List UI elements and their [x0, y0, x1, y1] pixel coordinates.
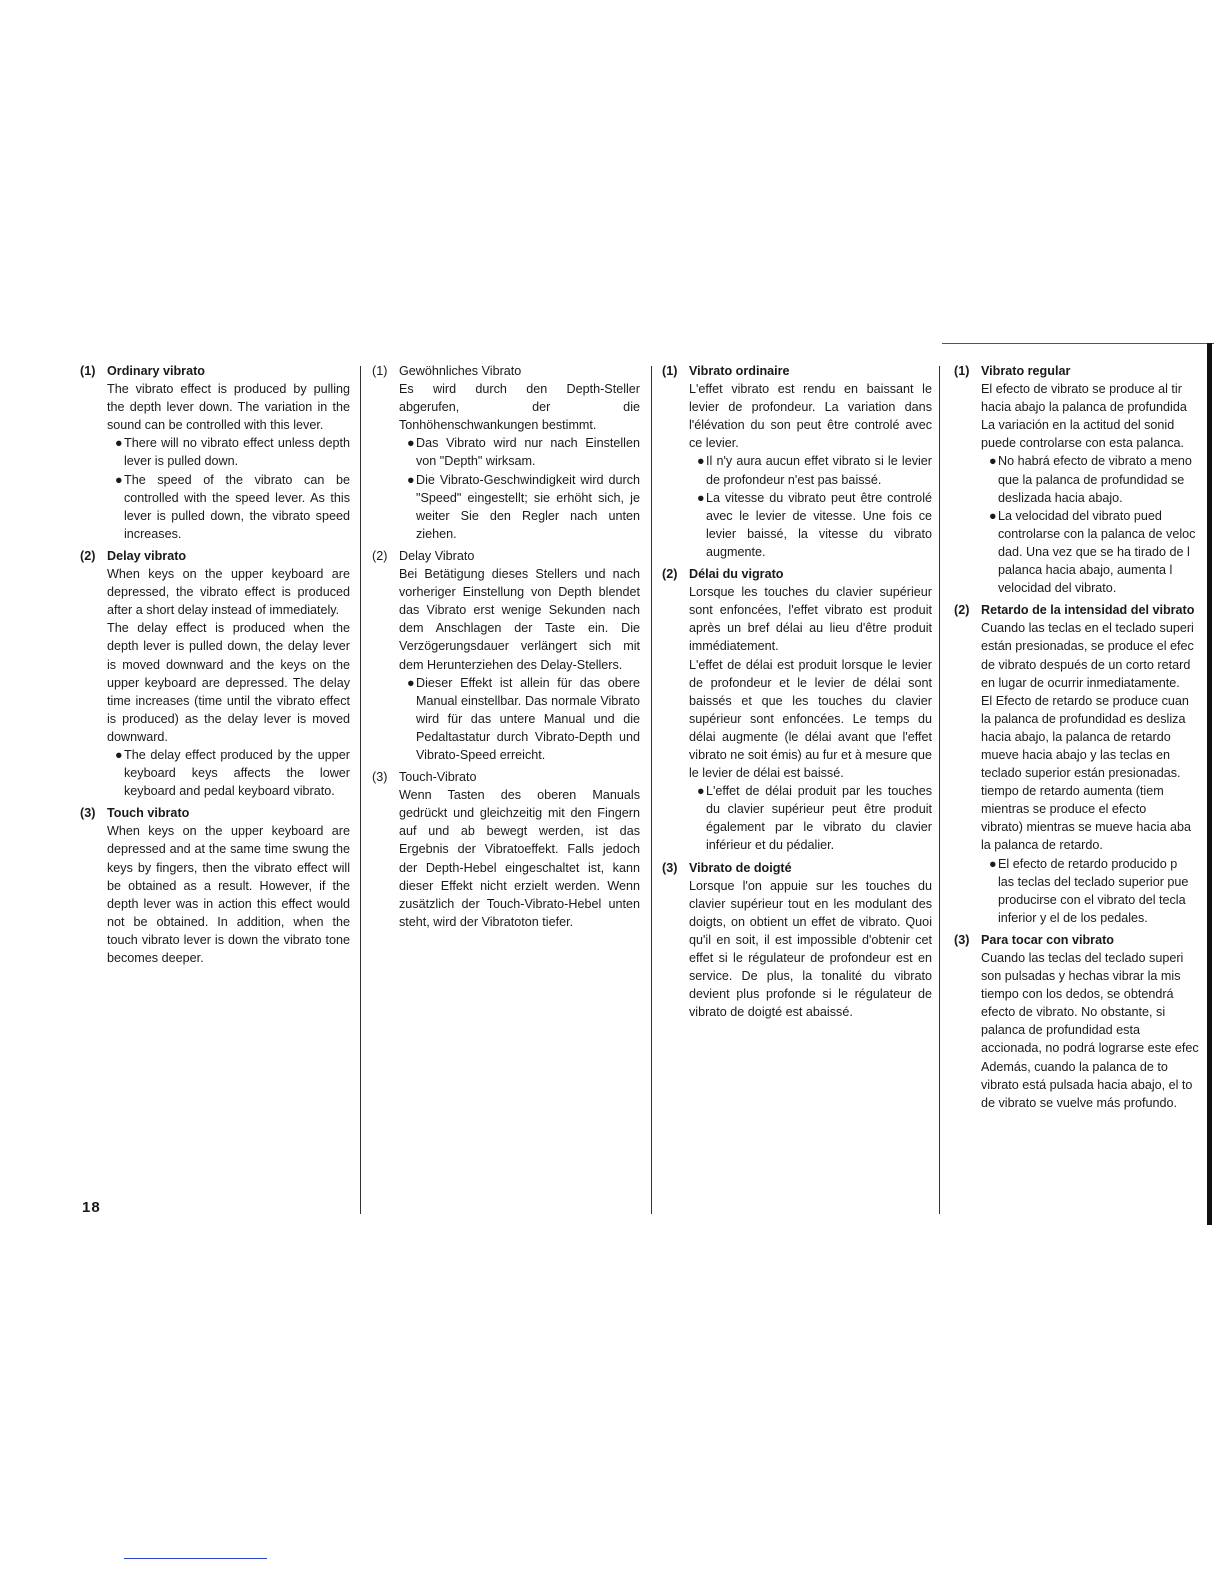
bullet-item — [981, 855, 1212, 927]
column-divider — [360, 366, 361, 1214]
section-body — [372, 786, 640, 931]
bullet-item — [107, 746, 350, 800]
column-divider — [651, 366, 652, 1214]
section-title: Vibrato de doigté — [689, 860, 792, 875]
text-line: las teclas del teclado superior pue — [998, 874, 1189, 889]
bullet-item — [689, 489, 932, 561]
bullet-item — [399, 434, 640, 470]
text-line: son pulsadas y hechas vibrar la mis — [981, 969, 1181, 984]
german-column — [372, 362, 640, 935]
bullet-icon: ● — [989, 454, 997, 469]
section-title: Delay vibrato — [107, 548, 187, 563]
section — [80, 547, 350, 800]
section-number: (2) — [80, 548, 96, 563]
section-body — [954, 949, 1212, 1112]
section-number: (1) — [954, 364, 970, 378]
text-line: La variación en la actitud del sonid — [981, 418, 1175, 433]
section-number: (1) — [662, 364, 678, 378]
section-number: (2) — [954, 603, 970, 618]
section-heading — [662, 859, 932, 877]
section — [372, 362, 640, 543]
section — [80, 362, 350, 543]
paragraph: Bei Betätigung dieses Stellers und nach vorheriger Einstellung von Depth blendet das Vibrato erst wenige Sekunden nach dem Anschlagen der Taste ein. Die Verzögerungsdauer verlängert sich mit dem Herunterziehen des Delay-Stellers. — [399, 567, 640, 672]
paragraph: The vibrato effect is produced by pulling the depth lever down. The variation in the sound can be controlled with this lever. — [107, 382, 350, 433]
text-line: Cuando las teclas en el teclado superi — [981, 621, 1194, 636]
column-divider — [939, 366, 940, 1214]
section — [954, 362, 1212, 597]
bullet-icon: ● — [697, 490, 705, 505]
paragraph: When keys on the upper keyboard are depressed and at the same time swung the keys by fingers, then the vibrato effect will be obtained as a result. However, if the depth lever was in action this effect would not be obtained. In addition, when the touch vibrato lever is down the vibrato tone becomes deeper. — [107, 824, 350, 965]
bullet-item — [399, 471, 640, 543]
bullet-icon: ● — [989, 508, 997, 523]
paragraph: Lorsque les touches du clavier supérieur sont enfoncées, l'effet vibrato est produit après un bref délai au lieu d'être produit immédiatement. — [689, 585, 932, 654]
section-body — [80, 380, 350, 543]
section-heading — [954, 362, 1212, 380]
bullet-text: The speed of the vibrato can be controlled with the speed lever. As this lever is pulled down, the vibrato speed increases. — [124, 472, 350, 541]
bullet-item — [107, 434, 350, 470]
bullet-icon: ● — [697, 454, 705, 469]
text-line: vibrato) mientras se mueve hacia aba — [981, 820, 1191, 835]
page-number: 18 — [82, 1199, 101, 1216]
bullet-text: The delay effect produced by the upper keyboard keys affects the lower keyboard and pedal keyboard vibrato. — [124, 747, 350, 799]
section-body — [954, 619, 1212, 927]
text-line: El efecto de vibrato se produce al tir — [981, 382, 1182, 397]
bullet-icon: ● — [115, 436, 123, 451]
paragraph: When keys on the upper keyboard are depressed, the vibrato effect is produced after a short delay instead of immediately. — [107, 567, 350, 618]
section-heading — [372, 547, 640, 565]
section — [662, 565, 932, 855]
text-line: La velocidad del vibrato pued — [998, 508, 1162, 523]
section-body — [372, 380, 640, 543]
bullet-icon: ● — [115, 747, 123, 762]
section-number: (1) — [80, 364, 96, 378]
section-number: (3) — [954, 932, 970, 947]
section-heading — [662, 565, 932, 583]
text-line: efecto de vibrato. No obstante, si — [981, 1005, 1166, 1020]
section — [662, 362, 932, 561]
text-line: velocidad del vibrato. — [998, 581, 1117, 596]
text-line: en lugar de ocurrir inmediatamente. — [981, 675, 1180, 690]
section-number: (1) — [372, 364, 388, 378]
section-number: (2) — [662, 567, 678, 582]
section — [954, 931, 1212, 1112]
bullet-text: Dieser Effekt ist allein für das obere Manual einstellbar. Das normale Vibrato wird für das untere Manual und die Pedaltastatur durch Vibrato-Depth und Vibrato-Speed erreicht. — [416, 675, 640, 762]
text-line: tiempo de retardo aumenta (tiem — [981, 784, 1164, 799]
bullet-item — [981, 452, 1212, 506]
bullet-item — [399, 674, 640, 764]
text-line: inferior y el de los pedales. — [998, 910, 1148, 925]
bullet-item — [107, 471, 350, 543]
section-heading — [80, 547, 350, 565]
text-line: la palanca de retardo. — [981, 838, 1103, 853]
section-number: (3) — [372, 770, 388, 785]
bullet-icon: ● — [407, 675, 415, 690]
bullet-icon: ● — [115, 472, 123, 487]
section-number: (3) — [80, 806, 96, 821]
section-body — [372, 565, 640, 764]
text-line: El efecto de retardo producido p — [998, 856, 1178, 871]
section-title: Touch-Vibrato — [399, 770, 477, 785]
paragraph: Lorsque l'on appuie sur les touches du clavier supérieur tout en les modulant des doigts, on obtient un effet de vibrato. Quoi qu'il en soit, il est impossible d'obtenir cet effet si le régulateur de profondeur est en service. De plus, la tonalité du vibrato devient plus profonde si le régulateur de vibrato de doigté est abaissé. — [689, 878, 932, 1020]
section-title: Délai du vigrato — [689, 567, 784, 582]
text-line: de vibrato se vuelve más profundo. — [981, 1095, 1178, 1110]
bullet-icon: ● — [407, 472, 415, 487]
bullet-icon: ● — [407, 436, 415, 451]
section-title: Retardo de la intensidad del vibrato — [981, 603, 1195, 618]
text-line: hacia abajo la palanca de profundida — [981, 400, 1187, 415]
bullet-text: L'effet de délai produit par les touches du clavier supérieur peut être produit également par le vibrato du clavier inférieur et du pédalier. — [706, 784, 932, 853]
bullet-icon: ● — [989, 856, 997, 871]
section-number: (3) — [662, 860, 678, 875]
bullet-text — [998, 855, 1212, 927]
text-line: la palanca de profundidad es desliza — [981, 711, 1186, 726]
section-title: Touch vibrato — [107, 806, 190, 821]
bullet-text: La vitesse du vibrato peut être controlé avec le levier de vitesse. Une fois ce levier baissé, la vitesse du vibrato augmente. — [706, 490, 932, 559]
section-body — [954, 380, 1212, 597]
paragraph: The delay effect is produced when the depth lever is pulled down, the delay lever is moved downward and the keys on the upper keyboard are depressed. The delay time increases (time until the vibrato effect is produced) as the delay lever is moved downward. — [107, 621, 350, 744]
text-line: de vibrato después de un corto retard — [981, 657, 1191, 672]
paragraph: Es wird durch den Depth-Steller abgerufen, der die Tonhöhenschwankungen bestimmt. — [399, 382, 640, 433]
section-title: Delay Vibrato — [399, 548, 475, 563]
paragraph: L'effet de délai est produit lorsque le levier de profondeur et le levier de délai sont baissés et que les touches du clavier supérieur sont enfoncées. Le temps du délai augmente (le délai avant que l'effet vibrato ne soit émis) au fur et à mesure que le levier de délai est baissé. — [689, 657, 932, 781]
text-line: Cuando las teclas del teclado superi — [981, 951, 1184, 965]
text-line: producirse con el vibrato del tecla — [998, 892, 1186, 907]
bullet-item — [981, 507, 1212, 597]
bullet-text: Das Vibrato wird nur nach Einstellen von "Depth" wirksam. — [416, 436, 640, 469]
bullet-item — [689, 452, 932, 488]
spanish-column — [954, 362, 1212, 1116]
bullet-text — [998, 507, 1212, 597]
top-rule — [942, 343, 1214, 344]
text-line: mueve hacia abajo y las teclas en — [981, 747, 1171, 762]
text-line: Además, cuando la palanca de to — [981, 1059, 1168, 1074]
paragraph: L'effet vibrato est rendu en baissant le levier de profondeur. La variation dans l'élévation du son peut être controlé avec ce levier. — [689, 382, 932, 451]
bullet-icon: ● — [697, 784, 705, 799]
bottom-rule — [124, 1558, 267, 1559]
text-line: accionada, no podrá lograrse este efec — [981, 1041, 1199, 1056]
section-heading — [80, 362, 350, 380]
section — [80, 804, 350, 967]
text-line: puede controlarse con esta palanca. — [981, 436, 1185, 451]
section-body — [80, 565, 350, 800]
text-line: palanca hacia abajo, aumenta l — [998, 563, 1173, 578]
text-line: teclado superior están presionadas. — [981, 766, 1181, 781]
text-line: El Efecto de retardo se produce cuan — [981, 693, 1189, 708]
bullet-item — [689, 782, 932, 854]
bullet-text: Il n'y aura aucun effet vibrato si le levier de profondeur n'est pas baissé. — [706, 454, 932, 487]
section — [372, 768, 640, 931]
section-title: Vibrato ordinaire — [689, 364, 790, 378]
section-title: Ordinary vibrato — [107, 364, 205, 378]
section-title: Gewöhnliches Vibrato — [399, 364, 522, 378]
text-line: están presionadas, se produce el efec — [981, 639, 1194, 654]
section — [954, 601, 1212, 927]
text-line: controlarse con la palanca de veloc — [998, 526, 1196, 541]
section — [662, 859, 932, 1022]
section-title: Para tocar con vibrato — [981, 932, 1114, 947]
section-heading — [662, 362, 932, 380]
bullet-text: Die Vibrato-Geschwindigkeit wird durch "Speed" eingestellt; sie erhöht sich, je weiter Sie den Regler nach unten ziehen. — [416, 472, 640, 541]
text-line: No habrá efecto de vibrato a meno — [998, 454, 1192, 469]
text-line: hacia abajo, la palanca de retardo — [981, 729, 1171, 744]
section-body — [662, 380, 932, 561]
section-heading — [954, 601, 1212, 619]
section-title: Vibrato regular — [981, 364, 1071, 378]
section-heading — [372, 362, 640, 380]
section-number: (2) — [372, 548, 388, 563]
text-line: tiempo con los dedos, se obtendrá — [981, 987, 1174, 1002]
section-body — [662, 583, 932, 854]
section-heading — [954, 931, 1212, 949]
paragraph: Wenn Tasten des oberen Manuals gedrückt und gleichzeitig mit den Fingern auf und ab bewegt werden, ist das Ergebnis der Vibratoeffekt. Falls jedoch der Depth-Hebel eingeschaltet ist, kann dieser Effekt nicht erzielt werden. Wenn zusätzlich der Touch-Vibrato-Hebel unten steht, wird der Vibratoton tiefer. — [399, 788, 640, 929]
section-heading — [80, 804, 350, 822]
text-line: vibrato está pulsada hacia abajo, el to — [981, 1077, 1193, 1092]
text-line: que la palanca de profundidad se — [998, 472, 1185, 487]
bullet-text — [998, 452, 1212, 506]
text-line: palanca de profundidad esta — [981, 1023, 1140, 1038]
text-line: dad. Una vez que se ha tirado de l — [998, 544, 1190, 559]
french-column — [662, 362, 932, 1025]
english-column — [80, 362, 350, 971]
section-body — [80, 822, 350, 967]
text-line: deslizada hacia abajo. — [998, 490, 1123, 505]
section — [372, 547, 640, 764]
section-body — [662, 877, 932, 1022]
section-heading — [372, 768, 640, 786]
text-line: mientras se produce el efecto — [981, 802, 1147, 817]
bullet-text: There will no vibrato effect unless depth lever is pulled down. — [124, 436, 350, 469]
